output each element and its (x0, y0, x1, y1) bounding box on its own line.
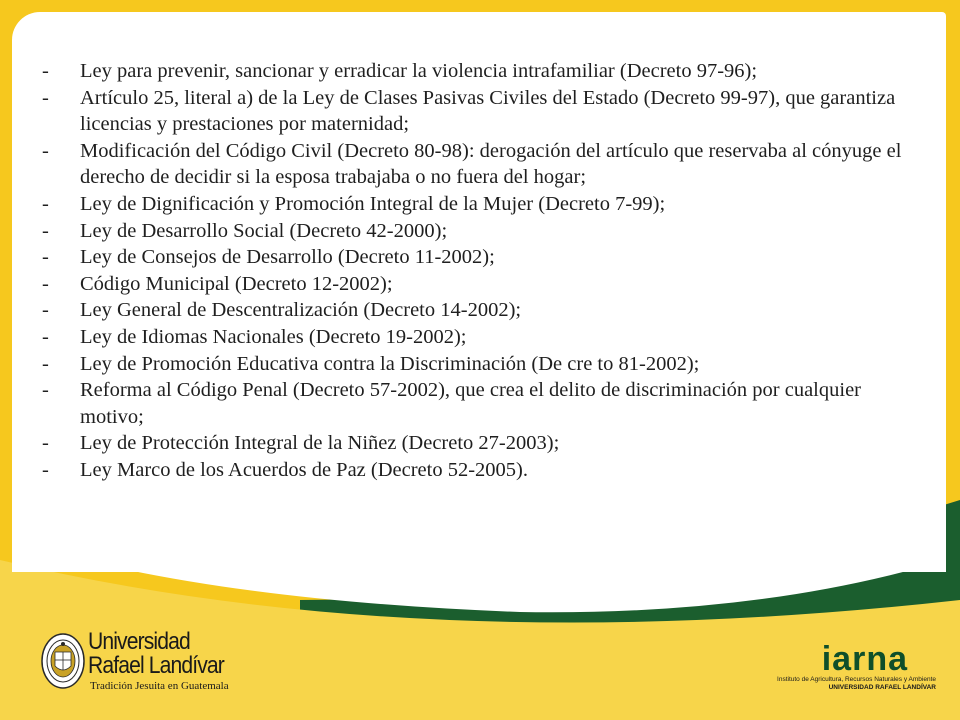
bullet: - (42, 352, 49, 375)
list-item (40, 85, 920, 138)
bullet: - (42, 60, 49, 82)
list-item (40, 297, 920, 324)
list-item-text: Ley de Desarrollo Social (Decreto 42-2000); (80, 219, 448, 242)
list-item-text: Código Municipal (Decreto 12-2002); (80, 272, 393, 295)
list-item (40, 430, 920, 457)
list-item-text: Ley de Dignificación y Promoción Integral de la Mujer (Decreto 7-99); (80, 192, 666, 215)
list-item (40, 218, 920, 245)
bullet: - (42, 139, 49, 162)
bullet: - (42, 379, 49, 402)
list-item-text: Ley para prevenir, sancionar y erradicar la violencia intrafamiliar (Decreto 97-96); (80, 60, 758, 82)
list-item (40, 351, 920, 378)
bullet: - (42, 299, 49, 322)
list-item-text: Ley de Consejos de Desarrollo (Decreto 11-2002); (80, 246, 495, 269)
list-item-text: Ley de Idiomas Nacionales (Decreto 19-2002); (80, 325, 467, 348)
list-item-text: Ley de Protección Integral de la Niñez (Decreto 27-2003); (80, 432, 560, 455)
list-item (40, 58, 920, 85)
iarna-subtitle: Instituto de Agricultura, Recursos Naturales y Ambiente (777, 676, 936, 683)
university-tagline: Tradición Jesuita en Guatemala (90, 680, 229, 692)
bullet: - (42, 192, 49, 215)
list-item-text: Ley Marco de los Acuerdos de Paz (Decreto 52-2005). (80, 458, 528, 481)
list-item (40, 191, 920, 218)
bullet: - (42, 246, 49, 269)
university-logo (40, 628, 240, 698)
iarna-logo (744, 642, 944, 702)
list-item-text: Ley General de Descentralización (Decreto 14-2002); (80, 299, 522, 322)
list-item-text: Modificación del Código Civil (Decreto 80-98): derogación del artículo que reservaba al cónyuge el derecho de decidir si la esposa trabajaba o no fuera del hogar; (80, 139, 902, 189)
university-seal-icon (40, 630, 88, 692)
iarna-name: iarna (821, 640, 908, 678)
list-item-text: Reforma al Código Penal (Decreto 57-2002), que crea el delito de discriminación por cualquier motivo; (80, 379, 862, 428)
list-item (40, 138, 920, 191)
law-list (40, 58, 920, 484)
iarna-university: UNIVERSIDAD RAFAEL LANDÍVAR (828, 684, 936, 691)
list-item (40, 377, 920, 430)
bullet: - (42, 272, 49, 295)
bullet: - (42, 325, 49, 348)
university-name-line2: Rafael Landívar (88, 652, 224, 679)
bullet: - (42, 219, 49, 242)
university-name-line1: Universidad (88, 628, 190, 655)
list-item (40, 271, 920, 298)
list-item (40, 324, 920, 351)
bullet: - (42, 432, 49, 455)
list-item (40, 244, 920, 271)
bullet: - (42, 86, 49, 109)
list-item-text: Artículo 25, literal a) de la Ley de Clases Pasivas Civiles del Estado (Decreto 99-97), que garantiza licencias y prestaciones por maternidad; (80, 86, 896, 136)
bullet: - (42, 458, 49, 481)
list-item (40, 457, 920, 484)
list-item-text: Ley de Promoción Educativa contra la Discriminación (De cre to 81-2002); (80, 352, 700, 375)
